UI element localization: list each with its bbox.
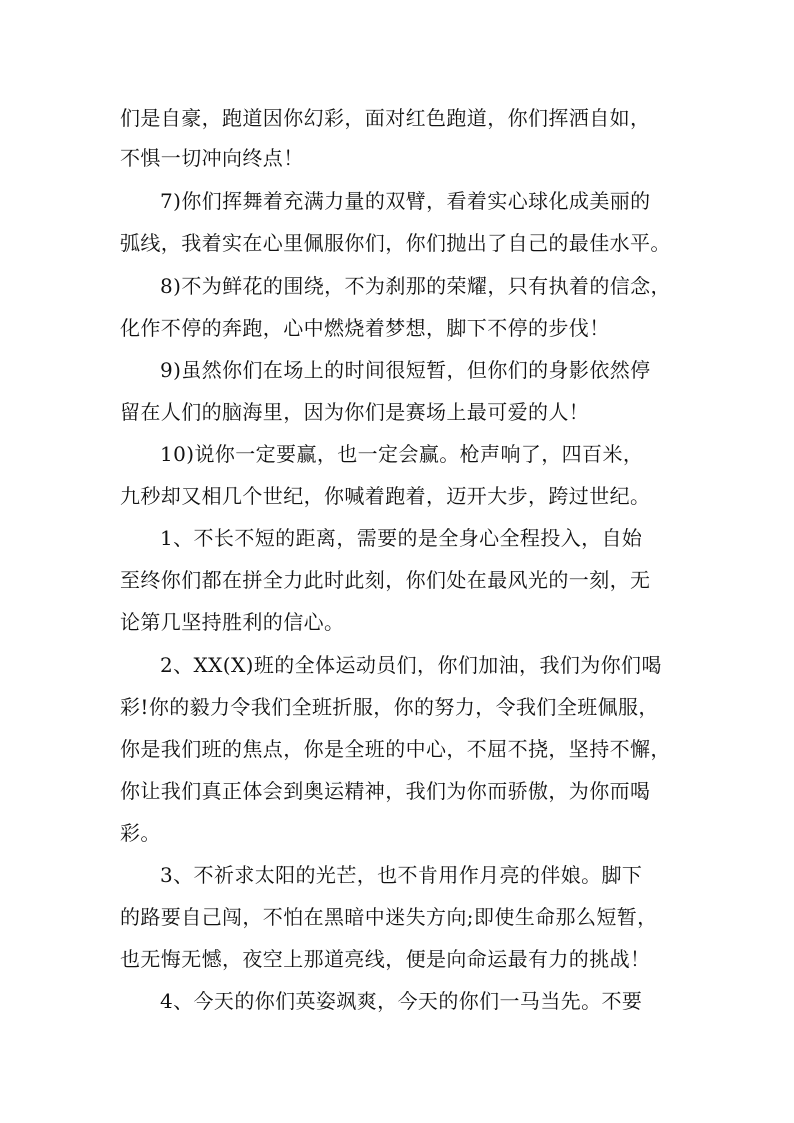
paragraph-7-start: 7)你们挥舞着充满力量的双臂，看着实心球化成美丽的: [160, 189, 651, 213]
paragraph-3-start: 3、不祈求太阳的光芒，也不肯用作月亮的伴娘。脚下: [160, 863, 643, 887]
text-line: 化作不停的奔跑，心中燃烧着梦想，脚下不停的步伐！: [120, 316, 610, 340]
text-line: 也无悔无憾，夜空上那道亮线，便是向命运最有力的挑战！: [120, 947, 651, 971]
paragraph-1-start: 1、不长不短的距离，需要的是全身心全程投入，自始: [160, 526, 643, 550]
text-line: 弧线，我着实在心里佩服你们，你们抛出了自己的最佳水平。: [120, 231, 671, 255]
paragraph-10-start: 10)说你一定要赢，也一定会赢。枪声响了，四百米，: [160, 442, 644, 466]
paragraph-4-start: 4、今天的你们英姿飒爽，今天的你们一马当先。不要: [160, 989, 643, 1013]
text-line: 至终你们都在拼全力此时此刻，你们处在最风光的一刻，无: [120, 568, 651, 592]
paragraph-2-start: 2、XX(X)班的全体运动员们，你们加油，我们为你们喝: [160, 653, 662, 677]
text-line: 九秒却又相几个世纪，你喊着跑着，迈开大步，跨过世纪。: [120, 484, 651, 508]
text-line: 们是自豪，跑道因你幻彩，面对红色跑道，你们挥洒自如，: [120, 106, 651, 130]
text-line: 论第几坚持胜利的信心。: [120, 610, 345, 634]
paragraph-9-start: 9)虽然你们在场上的时间很短暂，但你们的身影依然停: [160, 358, 651, 382]
text-line: 你让我们真正体会到奥运精神，我们为你而骄傲，为你而喝: [120, 779, 651, 803]
text-line: 彩!你的毅力令我们全班折服，你的努力，令我们全班佩服，: [120, 695, 659, 719]
text-line: 不惧一切冲向终点！: [120, 146, 304, 170]
paragraph-8-start: 8)不为鲜花的围绕，不为刹那的荣耀，只有执着的信念，: [160, 274, 671, 298]
text-line: 的路要自己闯，不怕在黑暗中迷失方向;即使生命那么短暂，: [120, 905, 658, 929]
text-line: 你是我们班的焦点，你是全班的中心，不屈不挠，坚持不懈，: [120, 737, 671, 761]
text-line: 留在人们的脑海里，因为你们是赛场上最可爱的人！: [120, 400, 590, 424]
text-line: 彩。: [120, 821, 161, 845]
